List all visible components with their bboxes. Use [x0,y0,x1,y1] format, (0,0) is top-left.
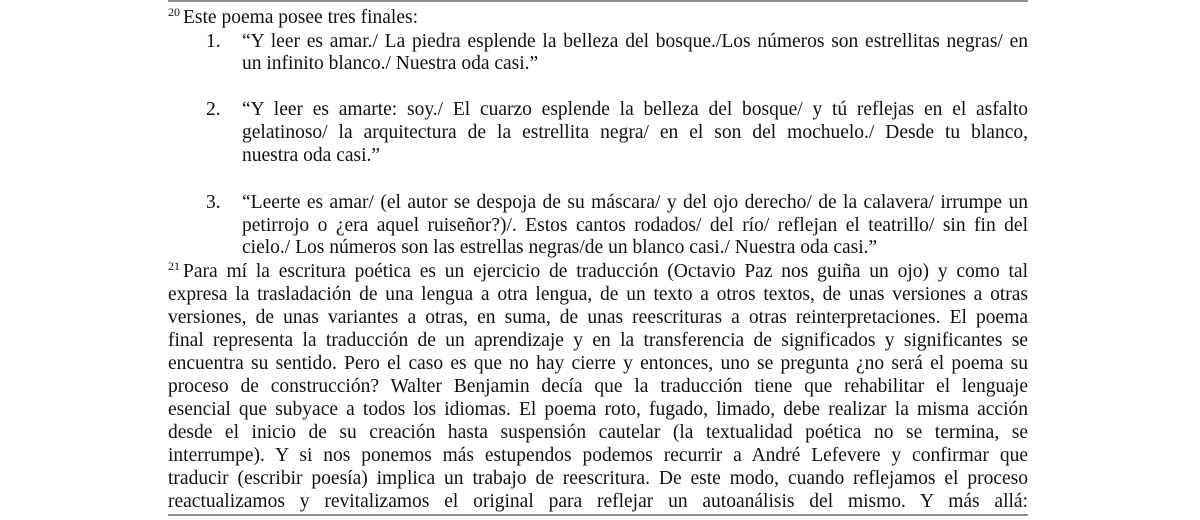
list-item-line: nuestra oda casi.” [242,145,381,166]
list-item-line: un infinito blanco./ Nuestra oda casi.” [242,53,539,74]
list-item-line: petirrojo o ¿era aquel ruiseñor?)/. Estos cantos rodados/ del río/ reflejan el teatrillo/ sin fin del [242,215,1028,236]
footnote-marker: 20 [168,5,180,19]
footnote-21-line: $^{21}$ Para mí la escritura poética es un ejercicio de traducción (Octavio Paz nos guiña un ojo) y como tal [168,259,1028,282]
footnote-21-line: expresa la trasladación de una lengua a otra lengua, de un texto a otros textos, de unas versiones a otras [168,284,1028,305]
footnote-21-line: proceso de construcción? Walter Benjamin decía que la traducción tiene que rehabilitar el lenguaje [168,376,1028,397]
list-item-line: “Y leer es amar./ La piedra esplende la belleza del bosque./Los números son estrellitas negras/ en [242,31,1028,52]
footnote-20-intro: $^{20}$ Este poema posee tres finales: [168,5,418,28]
list-number: 1. [206,31,221,52]
footnote-21-line: esencial que subyace a todos los idiomas. El poema roto, fugado, limado, debe realizar la misma acción [168,399,1028,420]
footnote-21-line: reactualizamos y revitalizamos el original para reflejar un autoanálisis del mismo. Y más allá: [168,491,1028,512]
footnote-21-line: interrumpe). Y si nos ponemos más estupendos podemos recurrir a André Lefevere y confirmar que [168,445,1028,466]
cropped-previous-line [168,0,1028,2]
footnote-21-line: encuentra su sentido. Pero el caso es que no hay cierre y entonces, uno se pregunta ¿no será el poema su [168,353,1028,374]
list-item-line: cielo./ Los números son las estrellas negras/de un blanco casi./ Nuestra oda casi.” [242,237,878,258]
footnote-marker: 21 [168,259,180,273]
cropped-next-line [168,514,1028,520]
list-item-line: gelatinoso/ la arquitectura de la estrellita negra/ en el son del mochuelo./ Desde tu blanco, [242,122,1028,143]
footnote-21-line: desde el inicio de su creación hasta suspensión cautelar (la textualidad poética no se termina, se [168,422,1028,443]
list-item-line: “Leerte es amar/ (el autor se despoja de su máscara/ y del ojo derecho/ de la calavera/ irrumpe un [242,192,1028,213]
list-item-line: “Y leer es amarte: soy./ El cuarzo esplende la belleza del bosque/ y tú reflejas en el asfalto [242,99,1028,120]
footnote-21-line: versiones, de unas variantes a otras, en suma, de unas reescrituras a otras reinterpretaciones. El poema [168,307,1028,328]
list-number: 3. [206,192,221,213]
list-number: 2. [206,99,221,120]
footnote-21-line: final representa la traducción de un aprendizaje y en la transferencia de significados y significantes se [168,330,1028,351]
footnote-21-line: traducir (escribir poesía) implica un trabajo de reescritura. De este modo, cuando reflejamos el proceso [168,468,1028,489]
